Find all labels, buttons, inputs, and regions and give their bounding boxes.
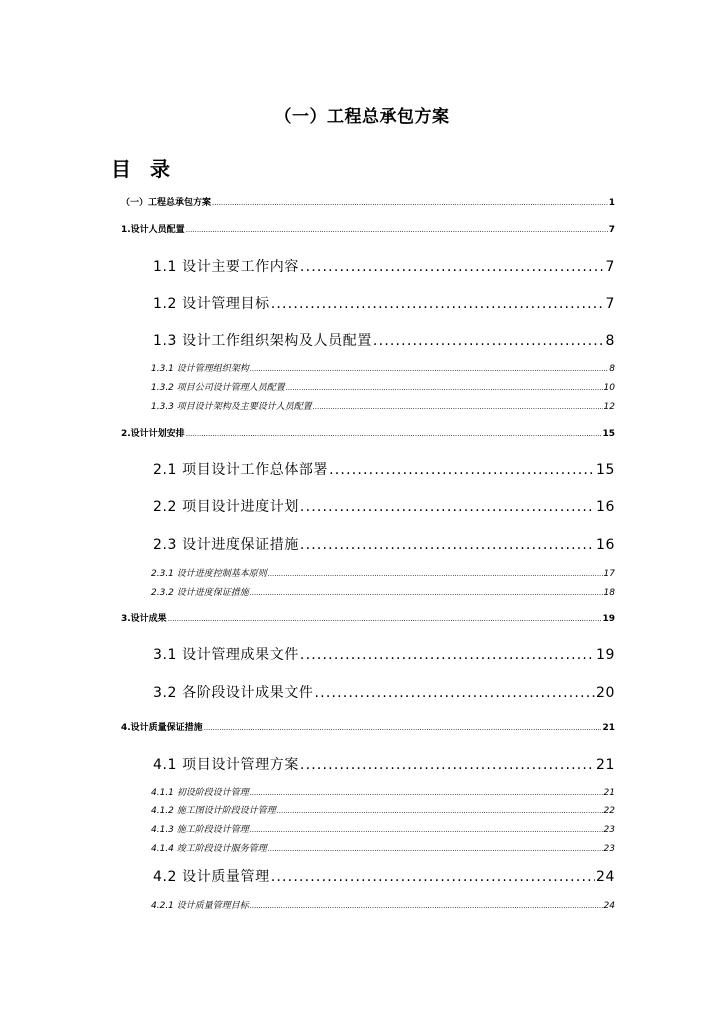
toc-entry-label: 4.设计质量保证措施 (121, 723, 203, 733)
toc-leader-dots (300, 499, 595, 515)
toc-entry-label: 1.2 设计管理目标 (153, 296, 270, 312)
toc-entry-label: 4.2 设计质量管理 (153, 869, 270, 885)
toc-leader-dots (250, 789, 603, 797)
toc-entry-page: 7 (605, 296, 615, 312)
toc-entry[interactable] (153, 293, 615, 313)
toc-entry-label: 3.1 设计管理成果文件 (153, 647, 299, 663)
toc-leader-dots (315, 685, 595, 701)
toc-entry-page: 16 (595, 537, 615, 553)
toc-leader-dots (286, 384, 603, 392)
toc-entry-page: 24 (595, 869, 615, 885)
toc-entry-label: 4.1.4 竣工阶段设计服务管理 (151, 844, 267, 854)
toc-leader-dots (250, 902, 603, 910)
toc-entry-page: 19 (602, 614, 615, 624)
toc-entry-page: 15 (595, 462, 615, 478)
toc-entry-label: 2.3 设计进度保证措施 (153, 537, 299, 553)
toc-entry[interactable] (153, 644, 615, 664)
toc-entry-label: 4.1.1 初设阶段设计管理 (151, 788, 249, 798)
toc-entry[interactable] (121, 426, 615, 439)
toc-entry[interactable] (121, 222, 615, 235)
toc-entry-page: 22 (603, 806, 615, 816)
toc-entry-label: 3.设计成果 (121, 614, 167, 624)
toc-entry[interactable] (153, 256, 615, 276)
toc-leader-dots (186, 226, 608, 234)
toc-entry[interactable] (151, 380, 615, 393)
toc-entry-label: 4.1.3 施工阶段设计管理 (151, 825, 249, 835)
toc-entry-label: 4.1 项目设计管理方案 (153, 757, 299, 773)
toc-leader-dots (313, 403, 603, 411)
toc-entry[interactable] (153, 682, 615, 702)
toc-entry-label: 2.设计计划安排 (121, 429, 185, 439)
toc-entry-label: 1.3.3 项目设计架构及主要设计人员配置 (151, 402, 312, 412)
toc-leader-dots (204, 724, 602, 732)
toc-entry-label: 2.3.1 设计进度控制基本原则 (151, 569, 267, 579)
toc-leader-dots (271, 869, 595, 885)
toc-entry[interactable] (153, 534, 615, 554)
toc-leader-dots (300, 647, 595, 663)
toc-entry-page: 8 (609, 364, 615, 374)
toc-entry[interactable] (121, 611, 615, 624)
toc-entry-label: 4.1.2 施工图设计阶段设计管理 (151, 806, 276, 816)
toc-entry-page: 18 (603, 588, 615, 598)
toc-entry-page: 20 (595, 685, 615, 701)
toc-entry[interactable] (151, 822, 615, 835)
toc-entry-page: 21 (602, 723, 615, 733)
toc-leader-dots (168, 615, 602, 623)
toc-entry[interactable] (151, 361, 615, 374)
toc-entry[interactable] (151, 399, 615, 412)
toc-entry-page: 7 (608, 225, 615, 235)
toc-entry-page: 8 (605, 333, 615, 349)
toc-leader-dots (300, 259, 605, 275)
toc-entry[interactable] (153, 754, 615, 774)
toc-entry[interactable] (153, 866, 615, 886)
toc-entry-label: 2.2 项目设计进度计划 (153, 499, 299, 515)
toc-entry-label: 1.3 设计工作组织架构及人员配置 (153, 333, 372, 349)
toc-entry-page: 7 (605, 259, 615, 275)
toc-entry[interactable] (121, 195, 615, 208)
toc-leader-dots (373, 333, 605, 349)
toc-entry[interactable] (151, 566, 615, 579)
toc-entry-page: 1 (608, 198, 615, 208)
toc-entry-page: 16 (595, 499, 615, 515)
toc-entry-label: 2.3.2 设计进度保证措施 (151, 588, 249, 598)
toc-leader-dots (277, 807, 603, 815)
toc-leader-dots (300, 537, 595, 553)
toc-entry[interactable] (151, 785, 615, 798)
toc-leader-dots (271, 296, 605, 312)
toc-entry-page: 21 (595, 757, 615, 773)
toc-entry[interactable] (151, 803, 615, 816)
toc-entry[interactable] (151, 841, 615, 854)
toc-leader-dots (268, 845, 603, 853)
toc-leader-dots (268, 570, 603, 578)
toc-entry-page: 12 (603, 402, 615, 412)
toc-entry[interactable] (153, 496, 615, 516)
toc-entry-page: 23 (603, 825, 615, 835)
toc-entry[interactable] (151, 898, 615, 911)
toc-entry-page: 21 (603, 788, 615, 798)
toc-entry-label: 1.3.1 设计管理组织架构 (151, 364, 249, 374)
toc-entry-label: 2.1 项目设计工作总体部署 (153, 462, 329, 478)
toc-entry-page: 10 (603, 383, 615, 393)
toc-entry-page: 19 (595, 647, 615, 663)
toc-leader-dots (212, 199, 608, 207)
toc-entry[interactable] (153, 330, 615, 350)
toc-entry-label: 3.2 各阶段设计成果文件 (153, 685, 314, 701)
toc-leader-dots (250, 826, 603, 834)
toc-leader-dots (250, 589, 603, 597)
toc-entry-label: （一）工程总承包方案 (121, 198, 212, 208)
toc-entry-page: 23 (603, 844, 615, 854)
toc-leader-dots (186, 430, 602, 438)
toc-heading: 目 录 (111, 157, 176, 181)
toc-leader-dots (250, 365, 609, 373)
toc-entry-page: 24 (603, 901, 615, 911)
toc-entry[interactable] (121, 720, 615, 733)
toc-entry-label: 1.1 设计主要工作内容 (153, 259, 299, 275)
toc-entry[interactable] (151, 585, 615, 598)
document-title: （一）工程总承包方案 (274, 107, 450, 127)
toc-entry-label: 1.3.2 项目公司设计管理人员配置 (151, 383, 285, 393)
toc-leader-dots (329, 462, 595, 478)
toc-leader-dots (300, 757, 595, 773)
toc-entry-label: 4.2.1 设计质量管理目标 (151, 901, 249, 911)
toc-entry[interactable] (153, 459, 615, 479)
toc-entry-page: 17 (603, 569, 615, 579)
toc-entry-label: 1.设计人员配置 (121, 225, 185, 235)
toc-entry-page: 15 (602, 429, 615, 439)
